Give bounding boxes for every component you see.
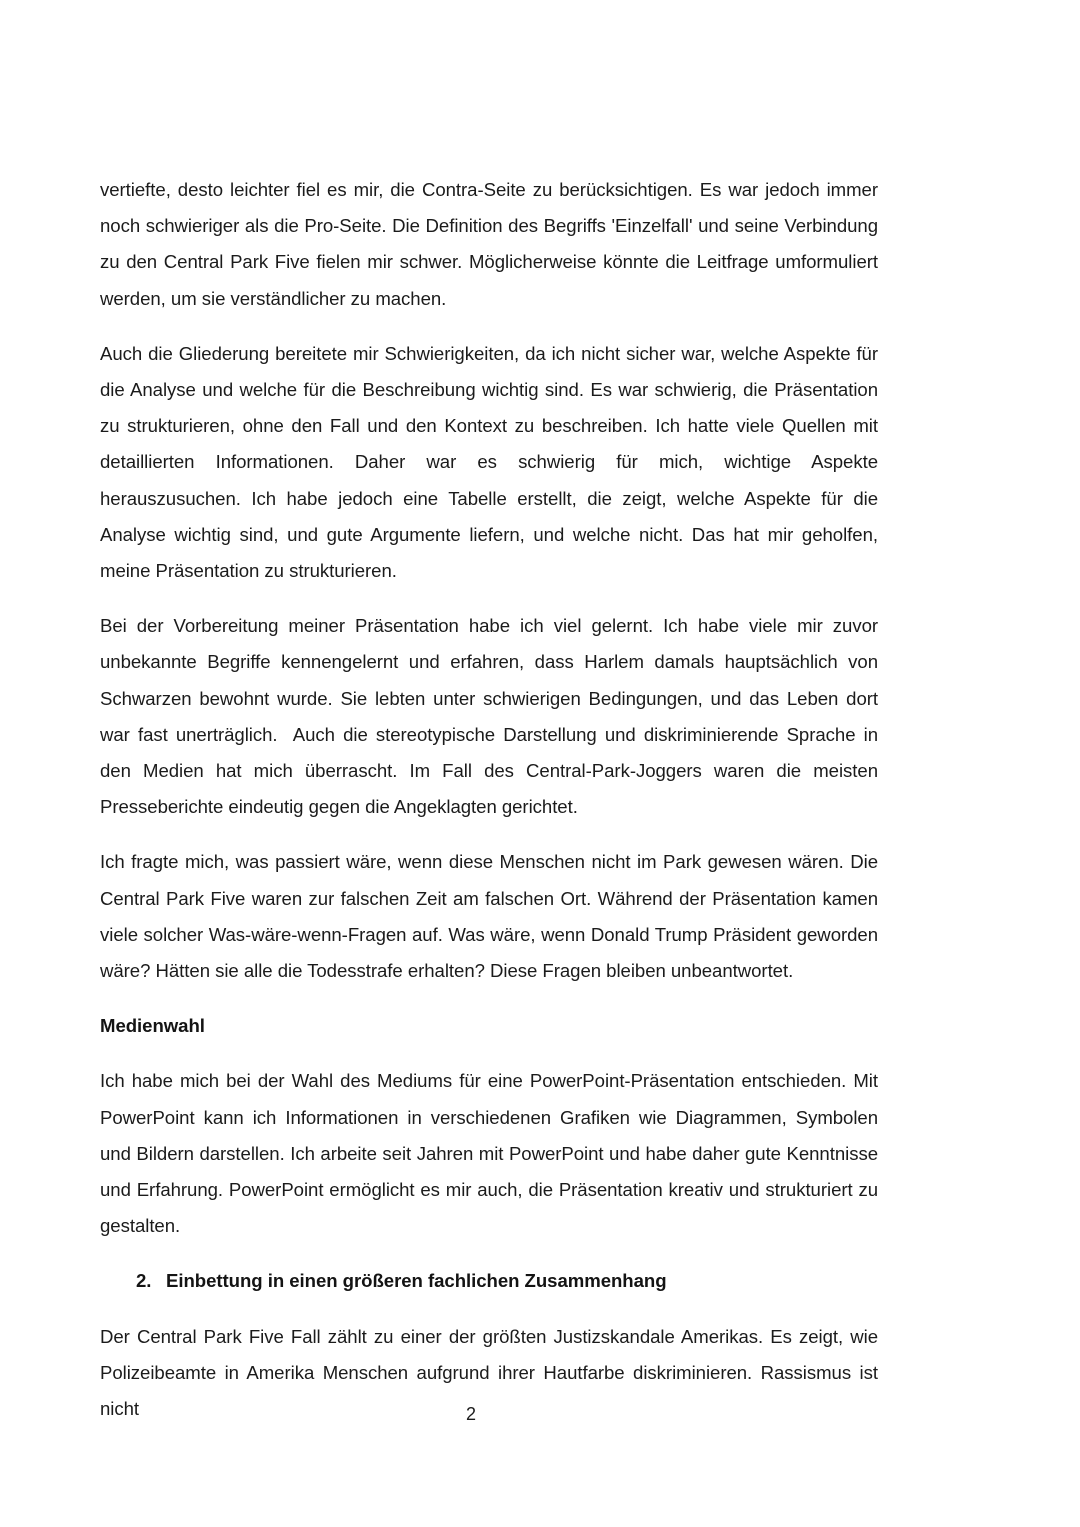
heading-einbettung-label: Einbettung in einen größeren fachlichen Zusammenhang <box>166 1270 667 1292</box>
paragraph-powerpoint: Ich habe mich bei der Wahl des Mediums für eine PowerPoint-Präsentation entschieden. Mit PowerPoint kann ich Informationen in verschiedenen Grafiken wie Diagrammen, Symbolen und Bildern darstellen. Ich arbeite seit Jahren mit PowerPoint und habe daher gute Kenntnisse und Erfahrung. PowerPoint ermöglicht es mir auch, die Präsentation kreativ und strukturiert zu gestalten. <box>100 1070 884 1237</box>
document-body <box>100 172 884 1427</box>
paragraph-justizskandal: Der Central Park Five Fall zählt zu einer der größten Justizskandale Amerikas. Es zeigt, wie Polizeibeamte in Amerika Menschen aufgrund ihrer Hautfarbe diskriminieren. Rassismus ist nicht <box>100 1325 884 1420</box>
paragraph-vorbereitung: Bei der Vorbereitung meiner Präsentation habe ich viel gelernt. Ich habe viele mir zuvor unbekannte Begriffe kennengelernt und erfahren, dass Harlem damals hauptsächlich von Schwarzen bewohnt wurde. Sie lebten unter schwierigen Bedingungen, und das Leben dort war fast unerträglich. Auch die stereotypische Darstellung und diskriminierende Sprache in den Medien hat mich überrascht. Im Fall des Central-Park-Joggers waren die meisten Presseberichte eindeutig gegen die Angeklagten gerichtet. <box>100 615 884 818</box>
page-number: 2 <box>465 1404 476 1424</box>
heading-einbettung-number: 2. <box>136 1270 152 1292</box>
paragraph-gliederung: Auch die Gliederung bereitete mir Schwierigkeiten, da ich nicht sicher war, welche Aspekte für die Analyse und welche für die Beschreibung wichtig sind. Es war schwierig, die Präsentation zu strukturieren, ohne den Fall und den Kontext zu beschreiben. Ich hatte viele Quellen mit detaillierten Informationen. Daher war es schwierig für mich, wichtige Aspekte herauszusuchen. Ich habe jedoch eine Tabelle erstellt, die zeigt, welche Aspekte für die Analyse wichtig sind, und gute Argumente liefern, und welche nicht. Das hat mir geholfen, meine Präsentation zu strukturieren. <box>100 342 884 582</box>
paragraph-was-waere-wenn: Ich fragte mich, was passiert wäre, wenn diese Menschen nicht im Park gewesen wären. Die Central Park Five waren zur falschen Zeit am falschen Ort. Während der Präsentation kamen viele solcher Was-wäre-wenn-Fragen auf. Was wäre, wenn Donald Trump Präsident geworden wäre? Hätten sie alle die Todesstrafe erhalten? Diese Fragen bleiben unbeantwortet. <box>100 851 884 982</box>
heading-einbettung <box>100 1263 878 1299</box>
heading-medienwahl: Medienwahl <box>100 1015 205 1037</box>
paragraph-contra-seite: vertiefte, desto leichter fiel es mir, die Contra-Seite zu berücksichtigen. Es war jedoch immer noch schwieriger als die Pro-Seite. Die Definition des Begriffs 'Einzelfall' und seine Verbindung zu den Central Park Five fielen mir schwer. Möglicherweise könnte die Leitfrage umformuliert werden, um sie verständlicher zu machen. <box>100 179 884 309</box>
